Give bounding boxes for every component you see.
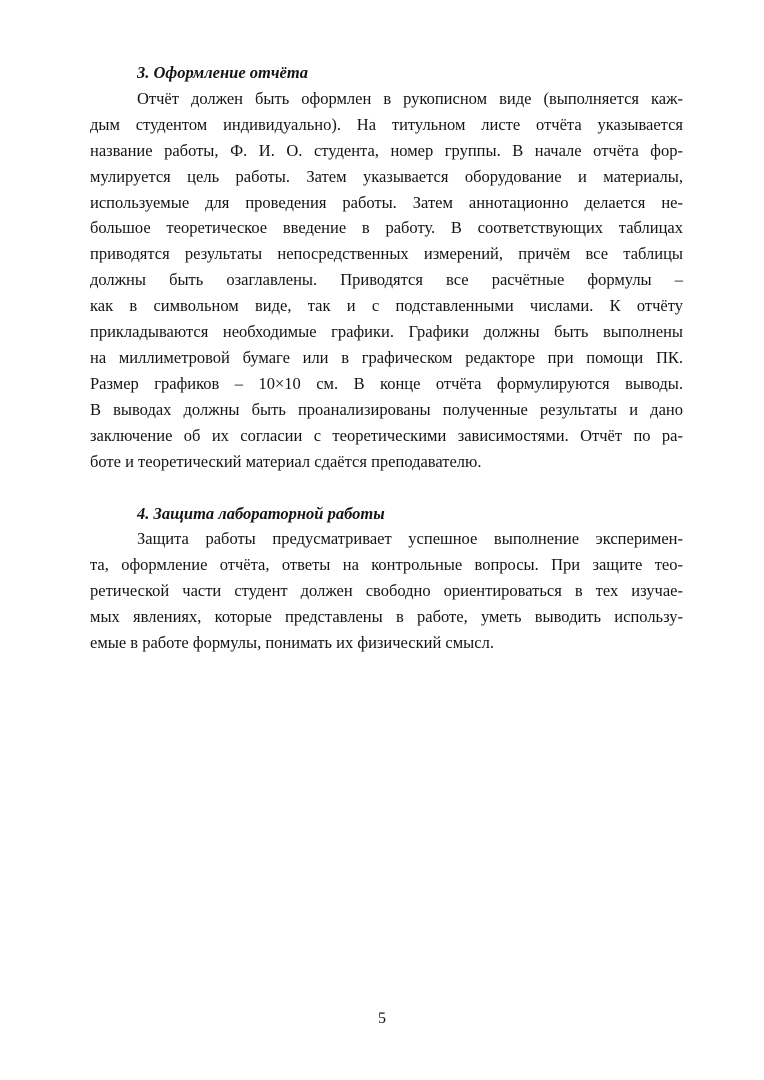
text-line: Отчёт должен быть оформлен в рукописном виде (выполняется каж- [137, 88, 683, 108]
text-line: приводятся результаты непосредственных измерений, причём все таблицы [90, 244, 683, 264]
text-line: должны быть озаглавлены. Приводятся все расчётные формулы – [90, 270, 683, 290]
section-report-formatting [90, 60, 683, 475]
text-line: название работы, Ф. И. О. студента, номер группы. В начале отчёта фор- [90, 140, 683, 160]
text-line: емые в работе формулы, понимать их физический смысл. [90, 633, 494, 653]
text-line: Размер графиков – 10×10 см. В конце отчёта формулируются выводы. [90, 373, 683, 393]
text-line: как в символьном виде, так и с подставленными числами. К отчёту [90, 296, 683, 316]
text-line: мых явлениях, которые представлены в работе, уметь выводить использу- [90, 607, 683, 627]
text-line: Защита работы предусматривает успешное выполнение эксперимен- [137, 529, 683, 549]
text-line: используемые для проведения работы. Затем аннотационно делается не- [90, 192, 683, 212]
section-lab-defense [90, 501, 683, 656]
text-line: ретической части студент должен свободно ориентироваться в тех изучае- [90, 581, 683, 601]
text-line: заключение об их согласии с теоретическими зависимостями. Отчёт по ра- [90, 425, 683, 445]
text-line: боте и теоретический материал сдаётся преподавателю. [90, 451, 482, 471]
text-line: большое теоретическое введение в работу. В соответствующих таблицах [90, 218, 683, 238]
text-line: В выводах должны быть проанализированы полученные результаты и дано [90, 399, 683, 419]
text-line: дым студентом индивидуально). На титульном листе отчёта указывается [90, 114, 683, 134]
content-area [90, 60, 683, 656]
section-heading: 4. Защита лабораторной работы [137, 503, 385, 523]
text-line: мулируется цель работы. Затем указывается оборудование и материалы, [90, 166, 683, 186]
section-heading: 3. Оформление отчёта [137, 63, 308, 82]
text-line: прикладываются необходимые графики. Графики должны быть выполнены [90, 322, 683, 342]
page-number: 5 [378, 1010, 386, 1027]
text-line: на миллиметровой бумаге или в графическом редакторе при помощи ПК. [90, 347, 683, 367]
text-line: та, оформление отчёта, ответы на контрольные вопросы. При защите тео- [90, 555, 683, 575]
